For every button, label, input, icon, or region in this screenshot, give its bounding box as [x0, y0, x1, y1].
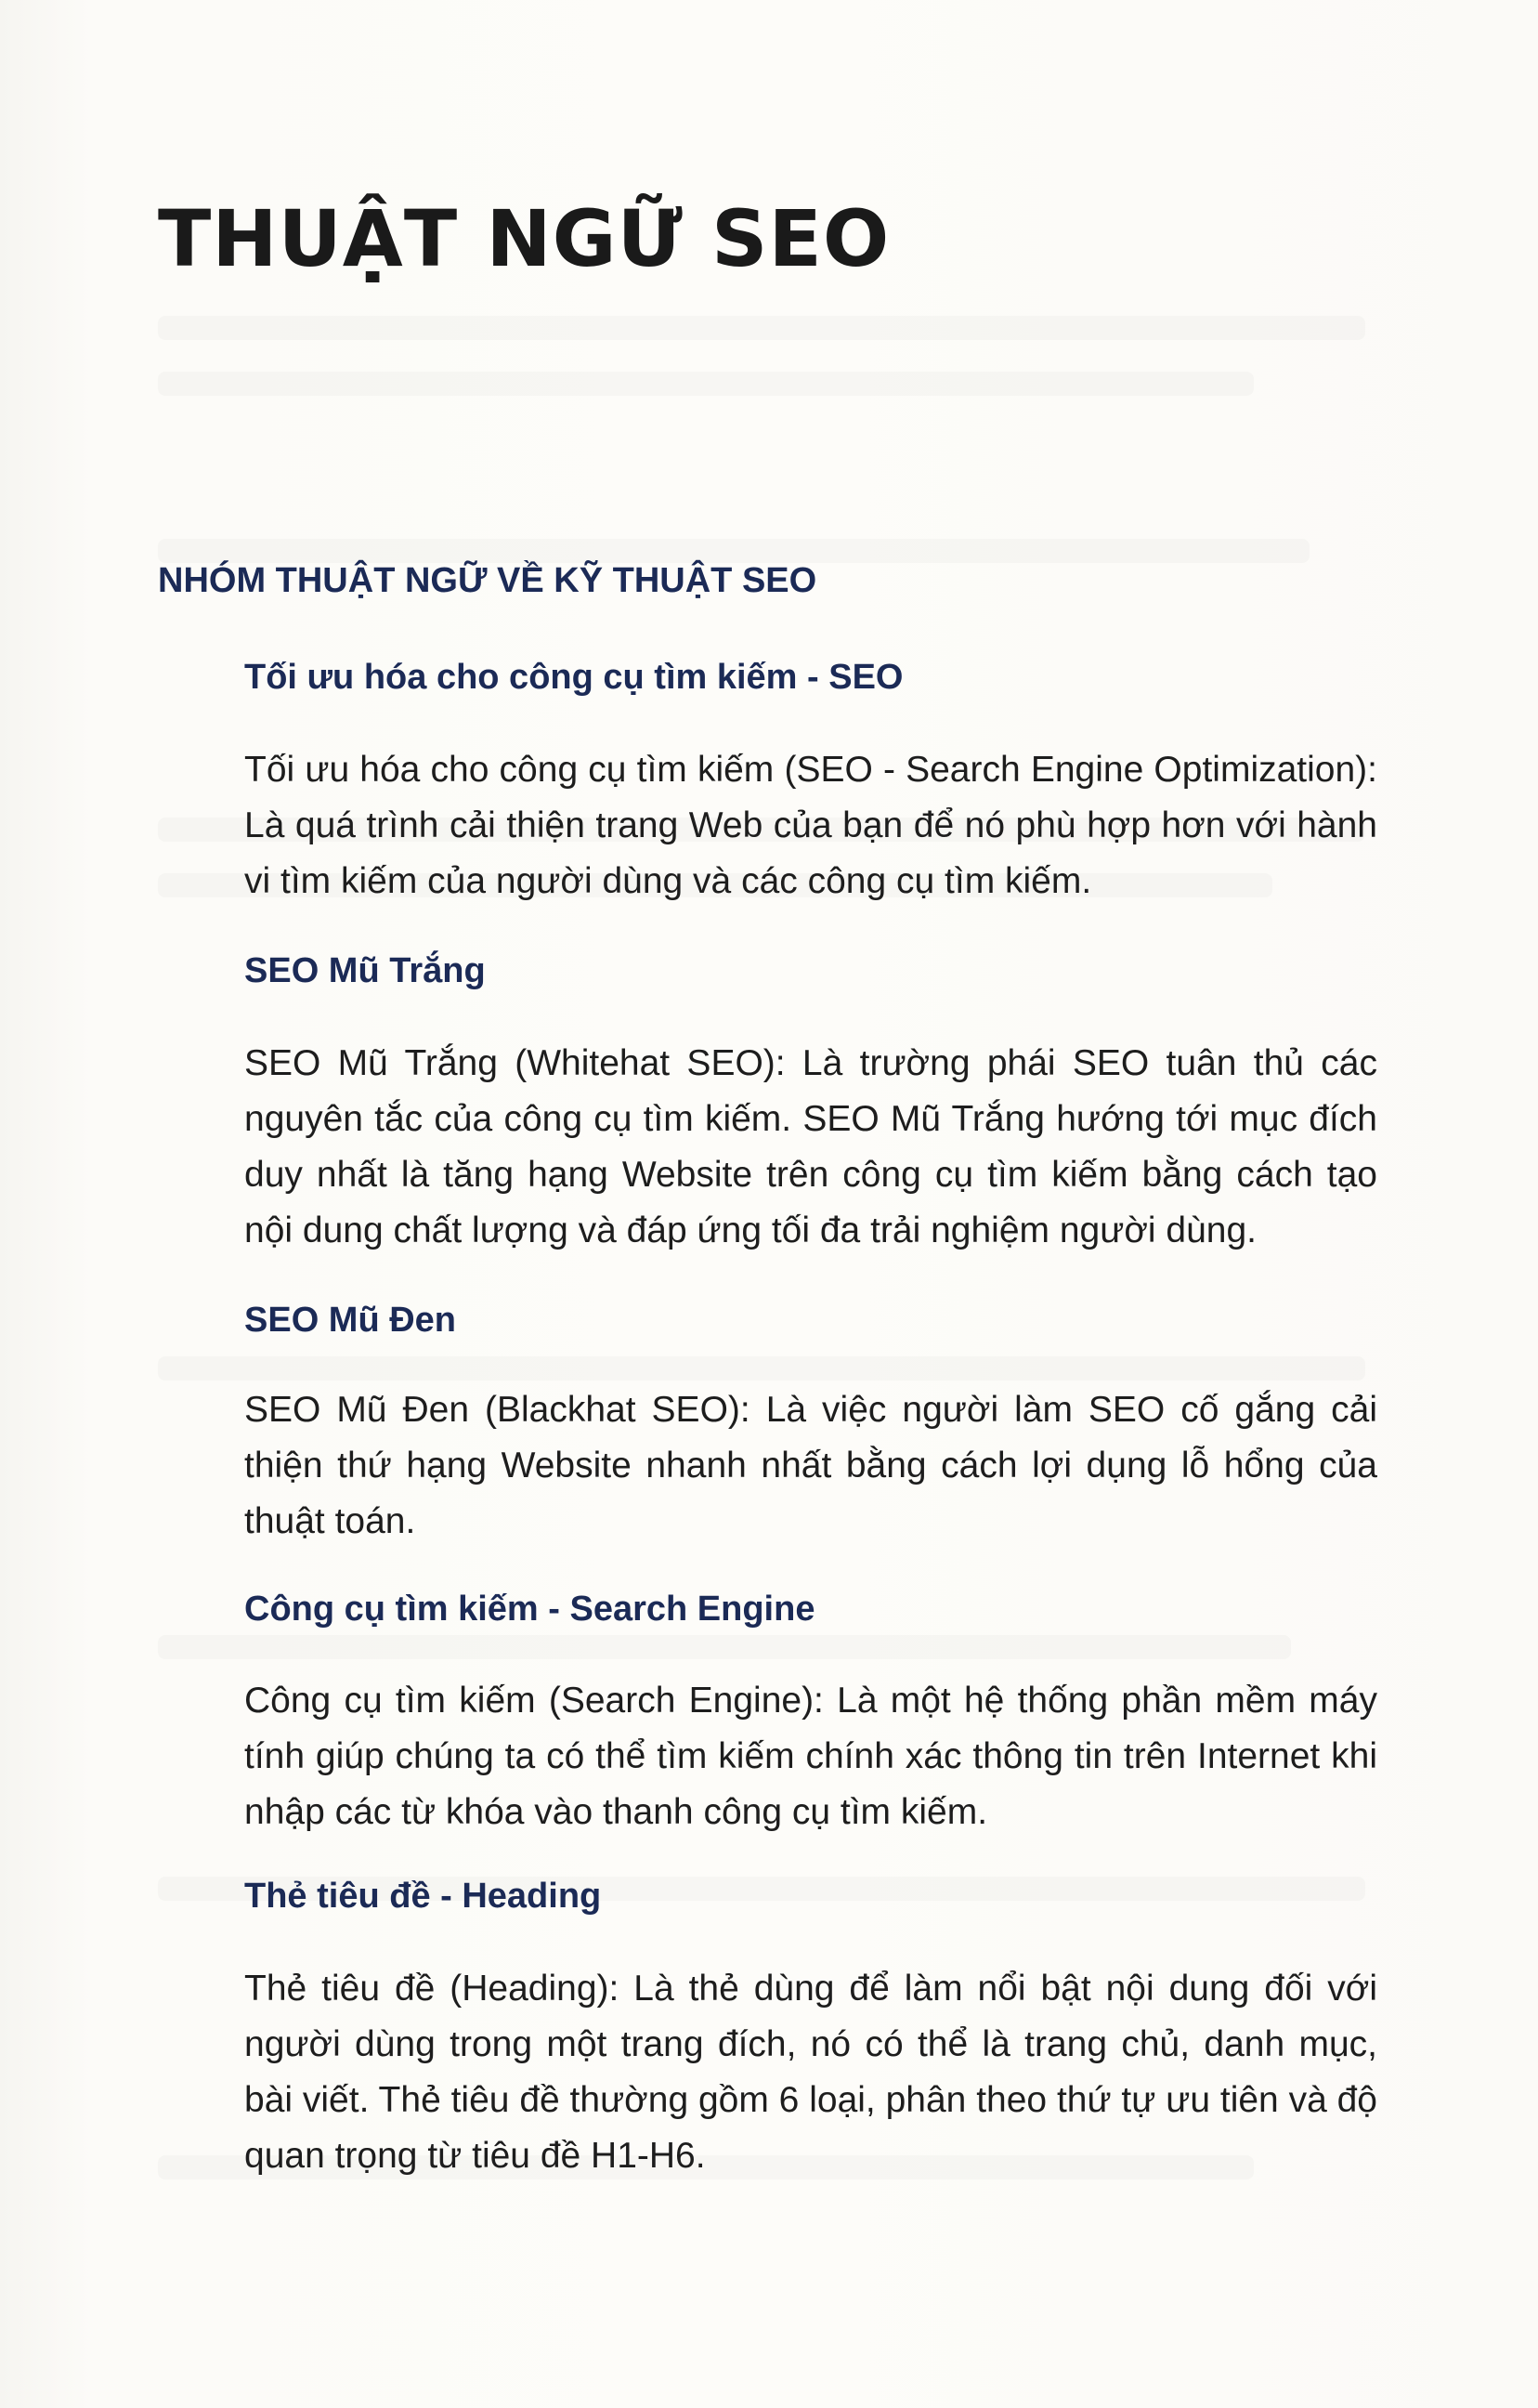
term-body-seo: Tối ưu hóa cho công cụ tìm kiếm (SEO - Search Engine Optimization): Là quá trình cải thiện trang Web của bạn để nó phù hợp hơn với hành vi tìm kiếm của người dùng và các công cụ tìm kiếm.	[244, 750, 1377, 901]
term-heading-whitehat: SEO Mũ Trắng	[244, 951, 486, 990]
term-heading-blackhat: SEO Mũ Đen	[244, 1301, 457, 1340]
page-title: THUẬT NGỮ SEO	[158, 193, 891, 284]
bleed-through-texture	[158, 539, 1310, 563]
term-heading-seo: Tối ưu hóa cho công cụ tìm kiếm - SEO	[244, 658, 904, 697]
term-body-heading: Thẻ tiêu đề (Heading): Là thẻ dùng để làm nổi bật nội dung đối với người dùng trong một trang đích, nó có thể là trang chủ, danh mục, bài viết. Thẻ tiêu đề thường gồm 6 loại, phân theo thứ tự ưu tiên và độ quan trọng từ tiêu đề H1-H6.	[244, 1969, 1377, 2176]
term-body-whitehat: SEO Mũ Trắng (Whitehat SEO): Là trường phái SEO tuân thủ các nguyên tắc của công cụ tìm kiếm. SEO Mũ Trắng hướng tới mục đích duy nhất là tăng hạng Website trên công cụ tìm kiếm bằng cách tạo nội dung chất lượng và đáp ứng tối đa trải nghiệm người dùng.	[244, 1043, 1377, 1250]
bleed-through-texture	[158, 372, 1254, 396]
bleed-through-texture	[158, 316, 1365, 340]
term-body-search-engine: Công cụ tìm kiếm (Search Engine): Là một hệ thống phần mềm máy tính giúp chúng ta có thể tìm kiếm chính xác thông tin trên Internet khi nhập các từ khóa vào thanh công cụ tìm kiếm.	[244, 1681, 1377, 1832]
term-body-blackhat: SEO Mũ Đen (Blackhat SEO): Là việc người làm SEO cố gắng cải thiện thứ hạng Website nhanh nhất bằng cách lợi dụng lỗ hổng của thuật toán.	[244, 1390, 1377, 1541]
term-heading-heading: Thẻ tiêu đề - Heading	[244, 1877, 602, 1916]
bleed-through-texture	[158, 1356, 1365, 1381]
term-heading-search-engine: Công cụ tìm kiếm - Search Engine	[244, 1590, 815, 1629]
bleed-through-texture	[158, 1635, 1291, 1659]
section-title: NHÓM THUẬT NGỮ VỀ KỸ THUẬT SEO	[158, 561, 817, 600]
